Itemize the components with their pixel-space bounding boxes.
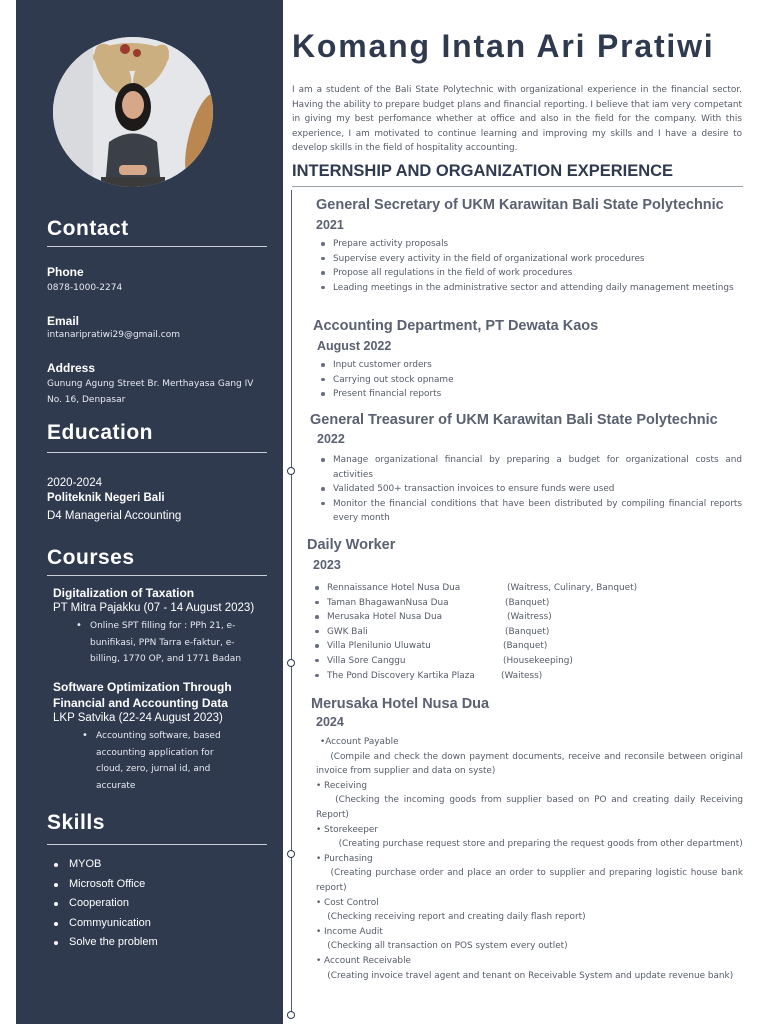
duty-description: (Checking all transaction on POS system every outlet): [316, 941, 568, 952]
workplace-role: (Waitress, Culinary, Banquet): [507, 583, 638, 593]
profile-summary: I am a student of the Bali State Polytechnic with organizational experience in the financial sector. Having the ability to prepare budget plans and financial reporting. I believe that iam very competant in giving my best perfomance whether at office and also in the field for the company. With this experience, I am motivated to continue learning and improving my skills and I have a desire to develop skills in the field of hospitality accounting.: [292, 85, 742, 154]
job-date: 2022: [317, 432, 345, 446]
experience-divider: [292, 186, 743, 187]
courses-divider: [47, 575, 267, 576]
skills-heading: Skills: [47, 811, 105, 834]
email-label: Email: [47, 314, 80, 328]
duty-block: [316, 852, 743, 896]
duty-block: [316, 823, 743, 852]
phone-value[interactable]: 0878-1000-2274: [47, 283, 123, 293]
course-title-line: Software Optimization Through: [53, 680, 232, 694]
duty-item: Supervise every activity in the field of organizational work procedures: [333, 252, 742, 267]
duty-item: Manage organizational financial by preparing a budget for organizational costs and activities: [333, 453, 742, 482]
education-heading: Education: [47, 421, 154, 444]
course-detail-line: cloud, zero, jurnal id, and: [96, 764, 211, 774]
skill-item: Solve the problem: [53, 936, 158, 956]
duty-block: [316, 779, 743, 823]
workplace: Rennaissance Hotel Nusa Dua: [327, 583, 461, 593]
duty-description: (Checking receiving report and creating daily flash report): [316, 912, 586, 923]
timeline-dot: [287, 467, 295, 475]
duty-item: Present financial reports: [333, 387, 742, 402]
skills-list: [53, 858, 158, 956]
workplace: The Pond Discovery Kartika Plaza: [327, 670, 475, 681]
workplace-role: (Banquet): [505, 597, 550, 608]
contact-heading: Contact: [47, 217, 129, 240]
courses-heading: Courses: [47, 546, 135, 569]
timeline-dot: [287, 850, 295, 858]
duty-block: [316, 925, 743, 954]
job-title: General Treasurer of UKM Karawitan Bali State Polytechnic: [310, 412, 718, 428]
course-detail-line: billing, 1770 OP, and 1771 Badan: [90, 654, 242, 664]
course-organizer: LKP Satvika (22-24 August 2023): [53, 712, 223, 724]
candidate-name: Komang Intan Ari Pratiwi: [292, 28, 715, 64]
course-detail-line: accounting application for: [96, 747, 214, 758]
workplace: Villa Plenilunio Uluwatu: [327, 641, 431, 652]
email-value[interactable]: intanaripratiwi29@gmail.com: [47, 330, 181, 340]
duty-block: [316, 954, 743, 983]
course-detail-bullet: [96, 728, 221, 794]
education-school: Politeknik Negeri Bali: [47, 492, 165, 504]
job-title: Merusaka Hotel Nusa Dua: [311, 696, 490, 712]
skill-item: Microsoft Office: [53, 878, 158, 898]
address-label: Address: [47, 361, 96, 375]
duty-description: (Creating purchase order and place an order to supplier and preparing logistic house bank report): [316, 868, 743, 893]
duty-heading: • Income Audit: [316, 926, 383, 937]
duty-heading: • Purchasing: [316, 853, 373, 864]
duty-item: Carrying out stock opname: [333, 373, 742, 388]
profile-photo: [53, 37, 213, 187]
job-title: Accounting Department, PT Dewata Kaos: [313, 318, 599, 334]
job-title: General Secretary of UKM Karawitan Bali State Polytechnic: [316, 197, 724, 213]
workplace-role: (Housekeeping): [503, 655, 573, 666]
course-organizer: PT Mitra Pajakku (07 - 14 August 2023): [53, 602, 255, 614]
hotel-duties: [316, 735, 743, 983]
duty-heading: • Receiving: [316, 780, 368, 791]
address-line-1: Gunung Agung Street Br. Merthayasa Gang IV: [47, 379, 254, 389]
job-date: August 2022: [317, 339, 392, 353]
course-detail-line: • Online SPT filling for : PPh 21, e-: [90, 621, 236, 631]
duty-block: [316, 735, 743, 779]
workplace-role: (Waitess): [501, 670, 543, 681]
job-date: 2024: [316, 715, 344, 729]
workplace-role: (Banquet): [503, 641, 548, 652]
duty-item: Prepare activity proposals: [333, 237, 742, 252]
workplace: GWK Bali: [327, 626, 368, 637]
skill-item: MYOB: [53, 858, 158, 878]
job-date: 2021: [316, 218, 344, 232]
job-title: Daily Worker: [307, 537, 396, 553]
job-duties: [333, 237, 742, 295]
job-duties: [333, 453, 742, 526]
education-years: 2020-2024: [47, 477, 102, 489]
course-title: Digitalization of Taxation: [53, 586, 195, 600]
workplace: Villa Sore Canggu: [327, 655, 406, 666]
duty-heading: •Account Payable: [320, 737, 399, 747]
education-divider: [47, 452, 267, 453]
duty-item: Validated 500+ transaction invoices to ensure funds were used: [333, 482, 742, 497]
workplace: Taman BhagawanNusa Dua: [327, 597, 449, 608]
skill-item: Cooperation: [53, 897, 158, 917]
course-detail-line: bunifikasi, PPN Tarra e-faktur, e-: [90, 637, 235, 648]
workplace-role: (Waitress): [507, 612, 552, 623]
address-line-2: No. 16, Denpasar: [47, 395, 126, 405]
duty-description: (Creating invoice travel agent and tenant on Receivable System and update revenue bank): [316, 970, 734, 981]
experience-heading: INTERNSHIP AND ORGANIZATION EXPERIENCE: [292, 162, 674, 180]
duty-heading: • Storekeeper: [316, 824, 378, 835]
contact-divider: [47, 246, 267, 247]
course-title: [53, 679, 263, 711]
job-date: 2023: [313, 558, 341, 572]
course-detail-bullet: [90, 618, 241, 668]
duty-item: Propose all regulations in the field of work procedures: [333, 266, 742, 281]
course-title-line: Financial and Accounting Data: [53, 696, 228, 710]
education-program: D4 Managerial Accounting: [47, 510, 182, 522]
timeline-dot: [287, 659, 295, 667]
sidebar: [16, 0, 283, 1024]
duty-block: [316, 896, 743, 925]
skills-divider: [47, 844, 267, 845]
duty-item: Input customer orders: [333, 358, 742, 373]
duty-description: (Creating purchase request store and preparing the request goods from other department): [316, 839, 743, 850]
workplace: Merusaka Hotel Nusa Dua: [327, 612, 443, 623]
duty-item: Leading meetings in the administrative sector and attending daily management meetings: [333, 281, 742, 296]
duty-item: Monitor the financial conditions that have been distributed by compiling financial reports every month: [333, 497, 742, 526]
profile-photo-image: [53, 37, 213, 187]
course-detail-line: • Accounting software, based: [96, 731, 221, 741]
duty-heading: • Account Receivable: [316, 955, 411, 966]
duty-description: (Compile and check the down payment documents, receive and reconsile between original invoice from supplier and data on syste): [316, 751, 743, 777]
timeline-dot: [287, 1011, 295, 1019]
duty-heading: • Cost Control: [316, 897, 379, 908]
course-detail-line: accurate: [96, 780, 136, 791]
duty-description: (Checking the incoming goods from supplier based on PO and creating daily Receiving Report): [316, 795, 743, 820]
timeline-line: [291, 190, 292, 1018]
skill-item: Commyunication: [53, 917, 158, 937]
job-duties: [333, 358, 742, 402]
workplace-role: (Banquet): [505, 626, 550, 637]
phone-label: Phone: [47, 265, 84, 279]
